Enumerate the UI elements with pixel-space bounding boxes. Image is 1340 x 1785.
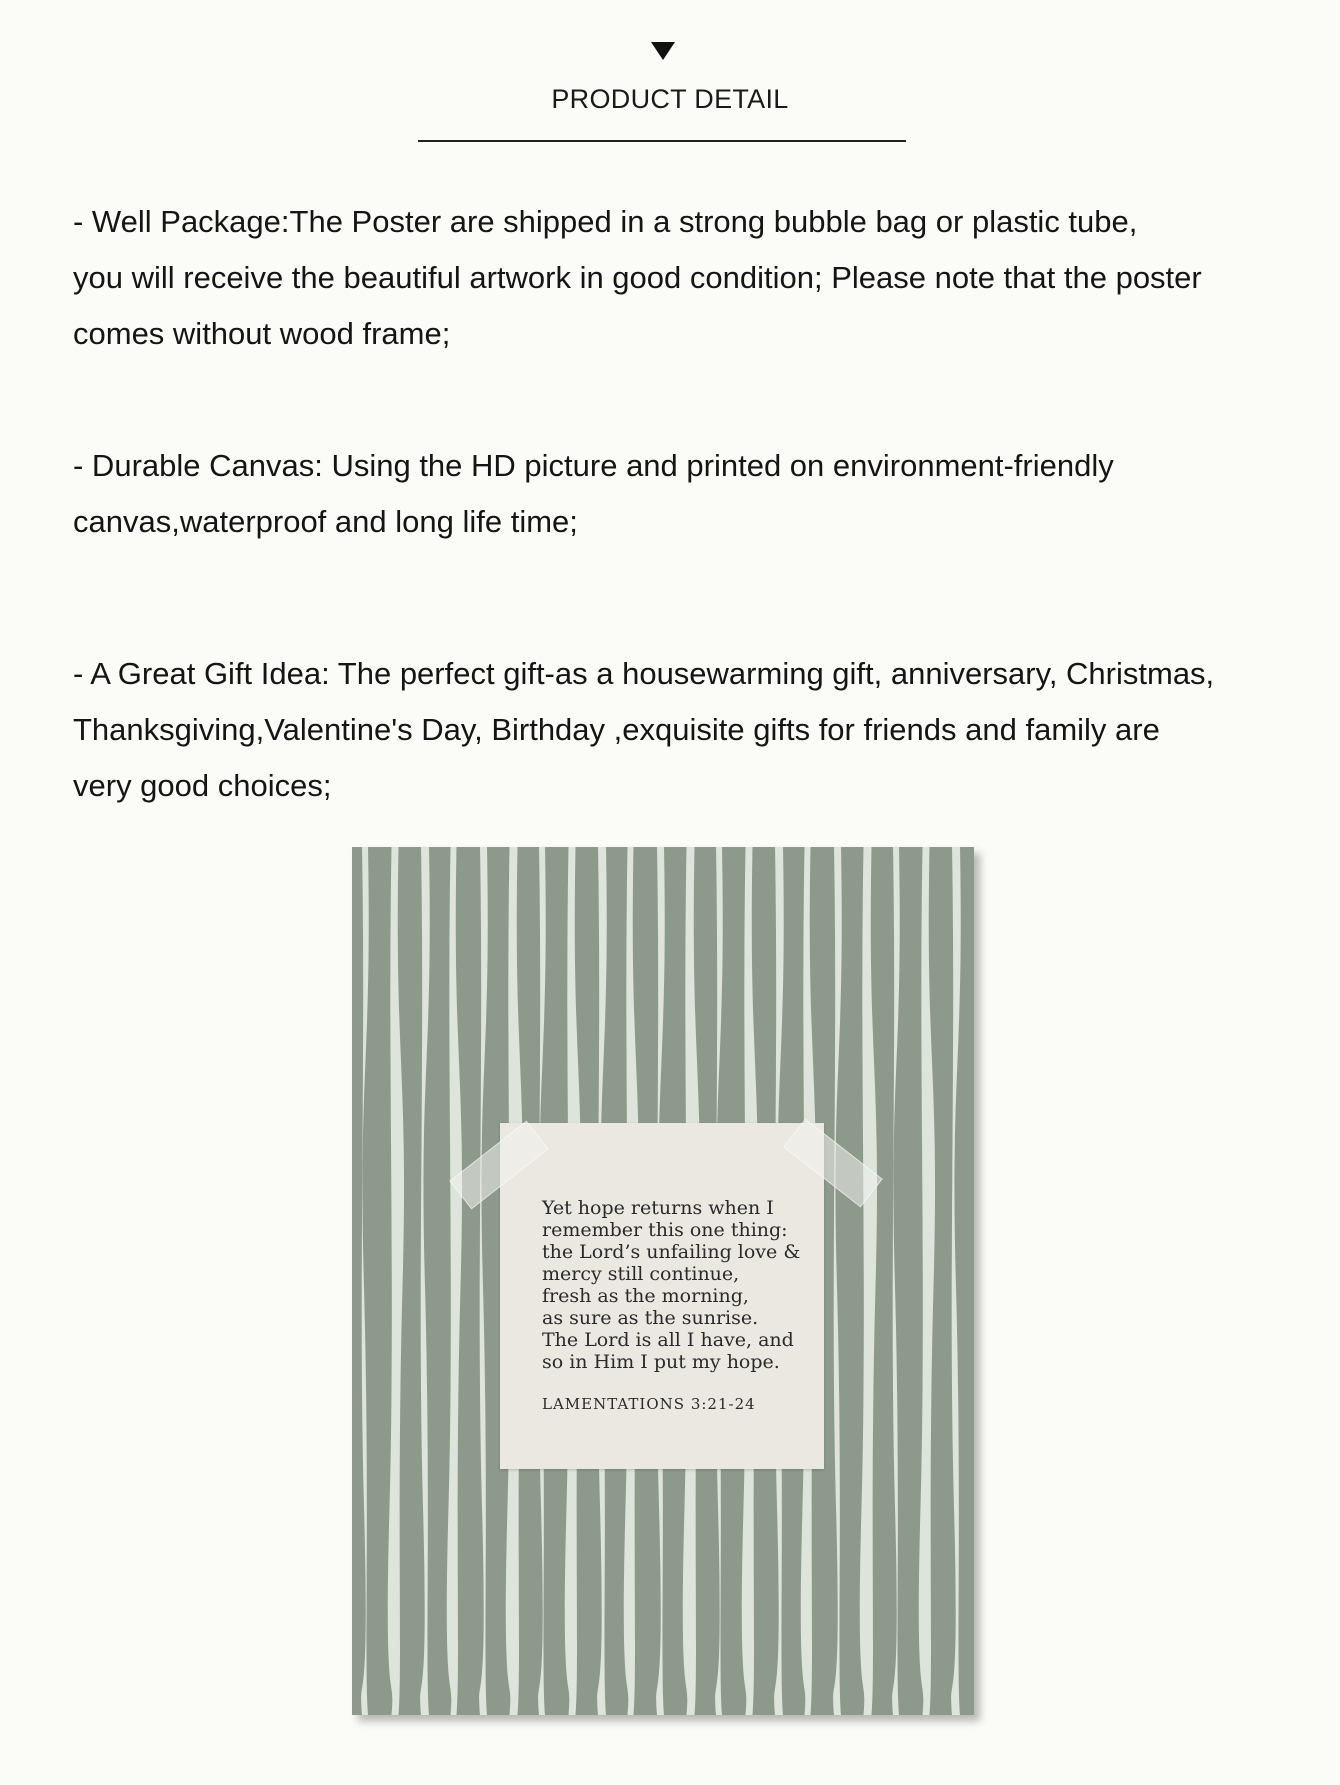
verse-line: fresh as the morning,: [542, 1285, 749, 1307]
feature-text-line: comes without wood frame;: [73, 316, 451, 351]
verse-text: [542, 1197, 802, 1373]
poster-image: [352, 847, 974, 1715]
verse-line: mercy still continue,: [542, 1263, 740, 1285]
feature-text-line: very good choices;: [73, 768, 332, 803]
verse-line: the Lord’s unfailing love &: [542, 1241, 801, 1263]
verse-note-card: [500, 1123, 824, 1469]
verse-reference: LAMENTATIONS 3:21-24: [542, 1395, 756, 1413]
feature-gift-idea: [73, 646, 1313, 814]
down-arrow-icon: [651, 42, 675, 60]
section-title: PRODUCT DETAIL: [551, 84, 789, 114]
feature-durable-canvas: [73, 438, 1313, 550]
feature-text-line: canvas,waterproof and long life time;: [73, 504, 578, 539]
feature-well-package: [73, 194, 1313, 362]
feature-text-line: - Durable Canvas: Using the HD picture and printed on environment-friendly: [73, 448, 1114, 483]
verse-line: Yet hope returns when I: [542, 1197, 774, 1219]
feature-text-line: Thanksgiving,Valentine's Day, Birthday ,exquisite gifts for friends and family are: [73, 712, 1160, 747]
verse-line: so in Him I put my hope.: [542, 1351, 780, 1373]
title-divider: [418, 140, 906, 142]
verse-line: remember this one thing:: [542, 1219, 788, 1241]
feature-text-line: - A Great Gift Idea: The perfect gift-as a housewarming gift, anniversary, Christmas,: [73, 656, 1215, 691]
feature-text-line: you will receive the beautiful artwork in good condition; Please note that the poster: [73, 260, 1202, 295]
verse-line: The Lord is all I have, and: [542, 1329, 794, 1351]
verse-line: as sure as the sunrise.: [542, 1307, 759, 1329]
feature-text-line: - Well Package:The Poster are shipped in a strong bubble bag or plastic tube,: [73, 204, 1138, 239]
